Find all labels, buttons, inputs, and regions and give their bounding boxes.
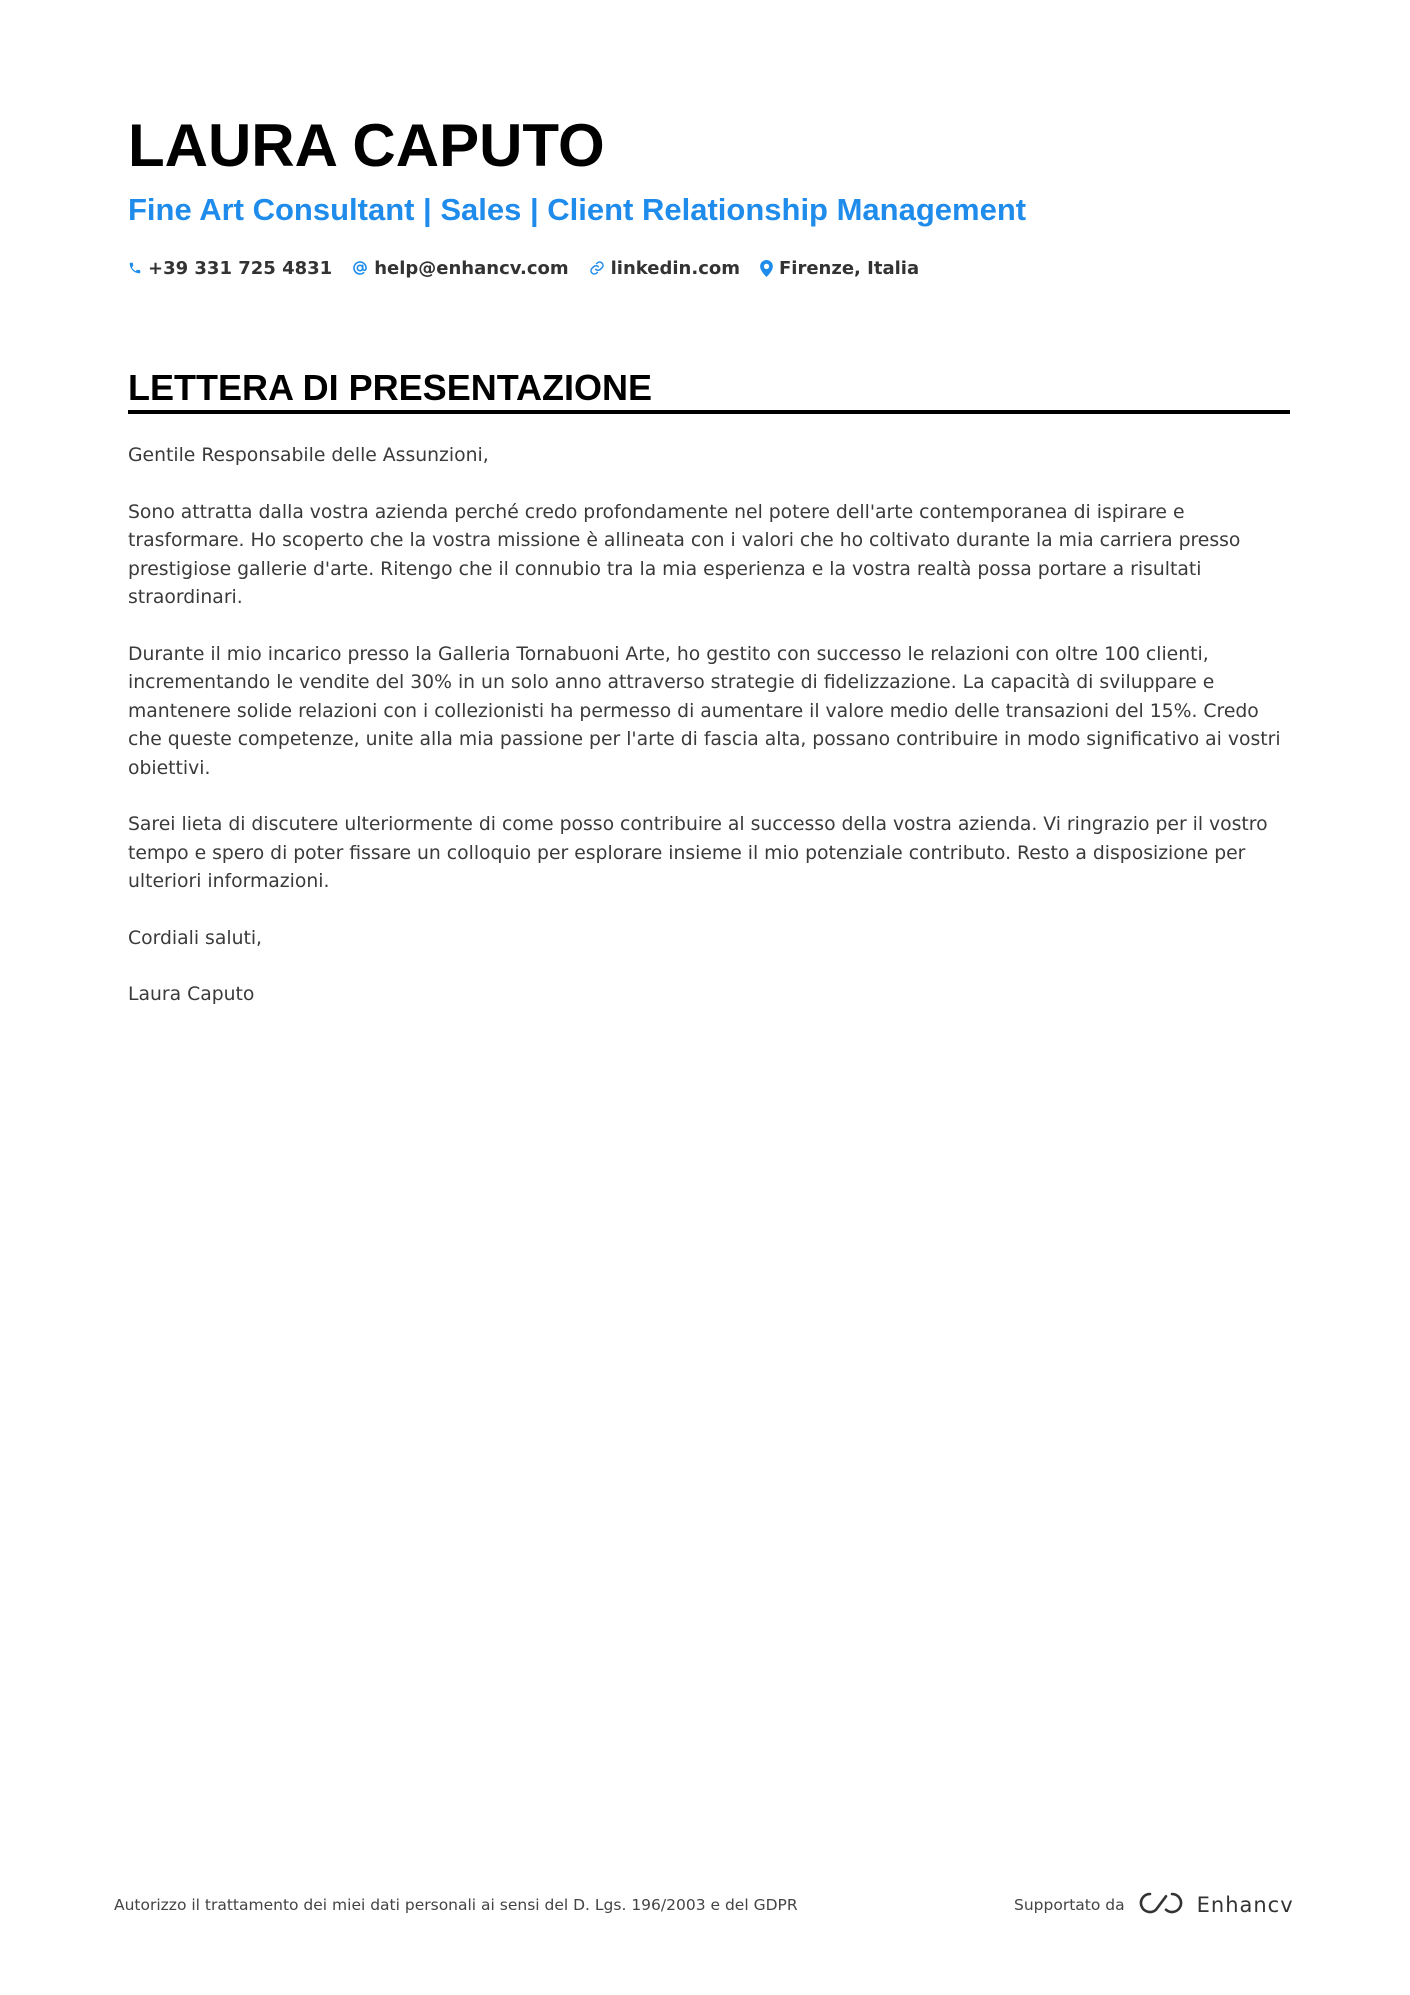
enhancv-logo-icon — [1137, 1890, 1185, 1920]
paragraph-experience: Durante il mio incarico presso la Galleria Tornabuoni Arte, ho gestito con successo le relazioni con oltre 100 clienti, incrementando le vendite del 30% in un solo anno attraverso strategie di fidelizzazione. La capacità di sviluppare e mantenere solide relazioni con i collezionisti ha permesso di aumentare il valore medio delle transazioni del 15%. Credo che queste competenze, unite alla mia passione per l'arte di fascia alta, possano contribuire in modo significativo ai vostri obiettivi. — [128, 643, 1281, 779]
phone-number[interactable]: +39 331 725 4831 — [148, 257, 333, 279]
privacy-consent: Autorizzo il trattamento dei miei dati personali ai sensi del D. Lgs. 196/2003 e del GDPR — [114, 1896, 798, 1914]
powered-by[interactable] — [1014, 1888, 1294, 1922]
phone-icon — [128, 261, 142, 275]
salutation: Gentile Responsabile delle Assunzioni, — [128, 445, 489, 466]
link-icon — [589, 260, 605, 276]
email-address[interactable]: help@enhancv.com — [374, 257, 569, 279]
location-pin-icon — [760, 260, 773, 277]
contact-bar — [128, 253, 919, 283]
candidate-name: LAURA CAPUTO — [128, 112, 605, 179]
contact-location — [760, 258, 919, 279]
candidate-title: Fine Art Consultant | Sales | Client Relationship Management — [128, 192, 1027, 227]
at-icon — [352, 260, 368, 276]
letter-body — [128, 442, 1298, 1038]
contact-email — [352, 258, 568, 279]
brand-name: Enhancv — [1196, 1893, 1294, 1917]
location-text: Firenze, Italia — [779, 257, 920, 279]
section-title: LETTERA DI PRESENTAZIONE — [128, 367, 653, 408]
supported-by-label: Supportato da — [1014, 1896, 1125, 1914]
paragraph-intro: Sono attratta dalla vostra azienda perché credo profondamente nel potere dell'arte contemporanea di ispirare e trasformare. Ho scoperto che la vostra missione è allineata con i valori che ho coltivato durante la mia carriera presso prestigiose gallerie d'arte. Ritengo che il connubio tra la mia esperienza e la vostra realtà possa portare a risultati straordinari. — [128, 501, 1241, 608]
signature: Laura Caputo — [128, 984, 255, 1005]
closing: Cordiali saluti, — [128, 927, 263, 949]
paragraph-closing: Sarei lieta di discutere ulteriormente di come posso contribuire al successo della vostra azienda. Vi ringrazio per il vostro tempo e spero di poter fissare un colloquio per esplorare insieme il mio potenziale contributo. Resto a disposizione per ulteriori informazioni. — [128, 814, 1268, 892]
contact-phone — [128, 258, 332, 279]
section-divider — [128, 410, 1290, 414]
linkedin-link[interactable]: linkedin.com — [610, 257, 740, 279]
contact-linkedin — [589, 258, 740, 279]
